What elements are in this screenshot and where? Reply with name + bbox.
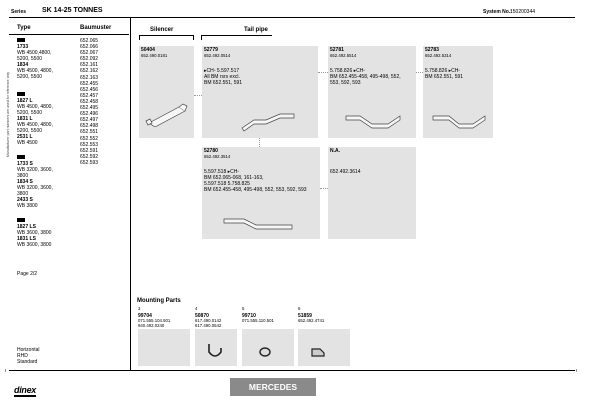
brand-name: MERCEDES (248, 382, 298, 392)
part-note: 652.492.3614 (330, 169, 361, 175)
part-box-52781[interactable] (328, 46, 416, 138)
system-value: 150200344 (510, 9, 536, 15)
corner-mark: ı (576, 368, 578, 374)
item-number: 4 (195, 306, 198, 311)
baumuster-header: Baumuster (80, 25, 112, 31)
arrow-icon: ▸CH▫ (226, 169, 240, 175)
left-header-rule (9, 34, 129, 35)
tailpipe-icon (431, 108, 487, 132)
part-note: ▸CH▫ 5.597.517 (204, 68, 240, 74)
part-number: 52780 (204, 148, 218, 154)
section-rule (139, 35, 194, 36)
section-tick (193, 35, 194, 40)
corner-mark: ı (5, 368, 7, 374)
part-box-52783[interactable] (423, 46, 493, 138)
part-note: All BM rsrs excl. (204, 74, 240, 80)
silencer-icon (145, 101, 189, 127)
series-value: SK 14-25 TONNES (42, 7, 103, 14)
type-name: 2433 S (17, 197, 33, 203)
tailpipe-icon (222, 213, 294, 233)
type-name: 1827 L (17, 98, 33, 104)
guide-line (318, 72, 328, 73)
truck-icon (17, 218, 25, 222)
part-ref: 071.555.110.501 (242, 318, 274, 323)
arrow-icon: ▸CH▫ (204, 68, 217, 74)
part-number: 52783 (425, 47, 439, 53)
type-list: 1827 L WB 4500, 4800, 5200, 5500 1831 L WB 4500, 4800, 5200, 5500 2531 L WB 4500 (17, 98, 77, 146)
brand-banner (230, 378, 316, 396)
type-name: 1733 S (17, 161, 33, 167)
part-note: 5.758.826 ▸CH▫ (425, 68, 461, 74)
part-note: BM 652.065-068, 161-163, (204, 175, 264, 181)
part-ref: 652.492.3514 (204, 154, 231, 159)
arrow-icon: ▸CH▫ (447, 68, 461, 74)
part-note: 5.597.518 5.758.825 (204, 181, 250, 187)
guide-line (259, 137, 260, 147)
baumuster-list: 652.065 652.066 652.067 652.092 652.161 652.162 652.163 652.455 652.456 652.457 652.458 652.495 652.496 652.497 652.498 652.551 652.552 652.553 652.591 652.592 652.593 (80, 38, 99, 166)
part-box-52780[interactable] (202, 147, 320, 239)
type-name: 2531 L (17, 134, 33, 140)
bottom-rule (9, 370, 575, 371)
section-tick (139, 35, 140, 40)
arrow-icon: ▸CH▫ (352, 68, 366, 74)
type-name: 1834 S (17, 179, 33, 185)
part-number: 50870 (195, 313, 209, 319)
part-ref: 940.492.0240 (138, 323, 165, 328)
type-name: 1834 (17, 62, 29, 68)
mounting-title: Mounting Parts (137, 298, 181, 304)
bracket-icon (310, 346, 326, 358)
tailpipe-icon (240, 110, 296, 132)
clamp-icon (258, 346, 272, 358)
part-box-na[interactable] (328, 147, 416, 239)
part-note: BM 652.551, 591 (204, 80, 243, 86)
silencer-header: Silencer (150, 27, 174, 33)
part-note: 553, 592, 593 (330, 80, 361, 86)
side-disclaimer: Manufacturer part numbers are used for reference only (6, 71, 10, 157)
part-number: 51859 (298, 313, 312, 319)
type-name: 1831 L (17, 116, 33, 122)
part-ref: 652.492.4741 (298, 318, 325, 323)
part-ref: 652.492.0514 (204, 53, 231, 58)
part-number: 99704 (138, 313, 152, 319)
type-list: 1827 LS WB 3600, 3800 1831 LS WB 3600, 3800 (17, 224, 77, 248)
part-number: 52781 (330, 47, 344, 53)
part-box-50404[interactable] (139, 46, 194, 138)
guide-line (320, 188, 328, 189)
part-note: BM 652.455-458, 495-498, 552, (330, 74, 401, 80)
part-number: 52779 (204, 47, 218, 53)
orientation-info: Horizontal RHD Standard (17, 347, 40, 365)
part-note: BM 652.551, 591 (425, 74, 464, 80)
mounting-item-99704[interactable] (138, 306, 190, 366)
part-ref: 071.555.104.501 (138, 318, 171, 323)
mounting-item-99710[interactable] (242, 306, 294, 366)
truck-icon (17, 155, 25, 159)
dinex-logo: dinex (14, 385, 37, 395)
guide-line (416, 72, 423, 73)
type-header: Type (17, 25, 31, 31)
part-number: N.A. (330, 148, 340, 154)
part-ref: 617.490.0542 (195, 323, 222, 328)
system-label: System No.: (483, 9, 512, 15)
left-column-divider (130, 18, 131, 370)
mounting-item-51859[interactable] (298, 306, 350, 366)
part-number: 50404 (141, 47, 155, 53)
section-tick (201, 35, 202, 40)
truck-icon (17, 38, 25, 42)
part-box-52779[interactable] (202, 46, 318, 138)
tailpipe-header: Tail pipe (244, 27, 268, 33)
part-note: BM 652.455-458, 495-498, 552, 553, 592, 593 (204, 187, 307, 193)
part-note: 5.597.518 ▸CH▫ (204, 169, 240, 175)
truck-icon (17, 92, 25, 96)
part-ref: 652.492.5514 (330, 53, 357, 58)
part-ref: 617.490.0142 (195, 318, 222, 323)
section-rule (201, 35, 272, 36)
mounting-image-area (138, 329, 190, 366)
header-rule (9, 17, 575, 18)
u-bolt-icon (205, 342, 225, 360)
part-ref: 652.490.0181 (141, 53, 168, 58)
item-number: 6 (298, 306, 301, 311)
tailpipe-icon (344, 108, 402, 132)
type-list: 1733 S WB 3200, 3600, 3800 1834 S WB 3200, 3600, 3800 2433 S WB 3800 (17, 161, 77, 209)
guide-line (194, 95, 202, 96)
item-number: 5 (242, 306, 245, 311)
type-name: 1827 LS (17, 224, 36, 230)
part-number: 99710 (242, 313, 256, 319)
series-label: Series (11, 9, 27, 15)
part-note: 5.758.826 ▸CH▫ (330, 68, 366, 74)
part-ref: 652.492.5314 (425, 53, 452, 58)
item-number: 3 (138, 306, 141, 311)
type-list: 1733 WB 4500,4800, 5200, 5500 1834 WB 4500, 4800, 5200, 5500 (17, 44, 77, 80)
page-number: Page 2/2 (17, 271, 38, 277)
type-name: 1733 (17, 44, 29, 50)
type-name: 1831 LS (17, 236, 36, 242)
mounting-item-50870[interactable] (195, 306, 237, 366)
